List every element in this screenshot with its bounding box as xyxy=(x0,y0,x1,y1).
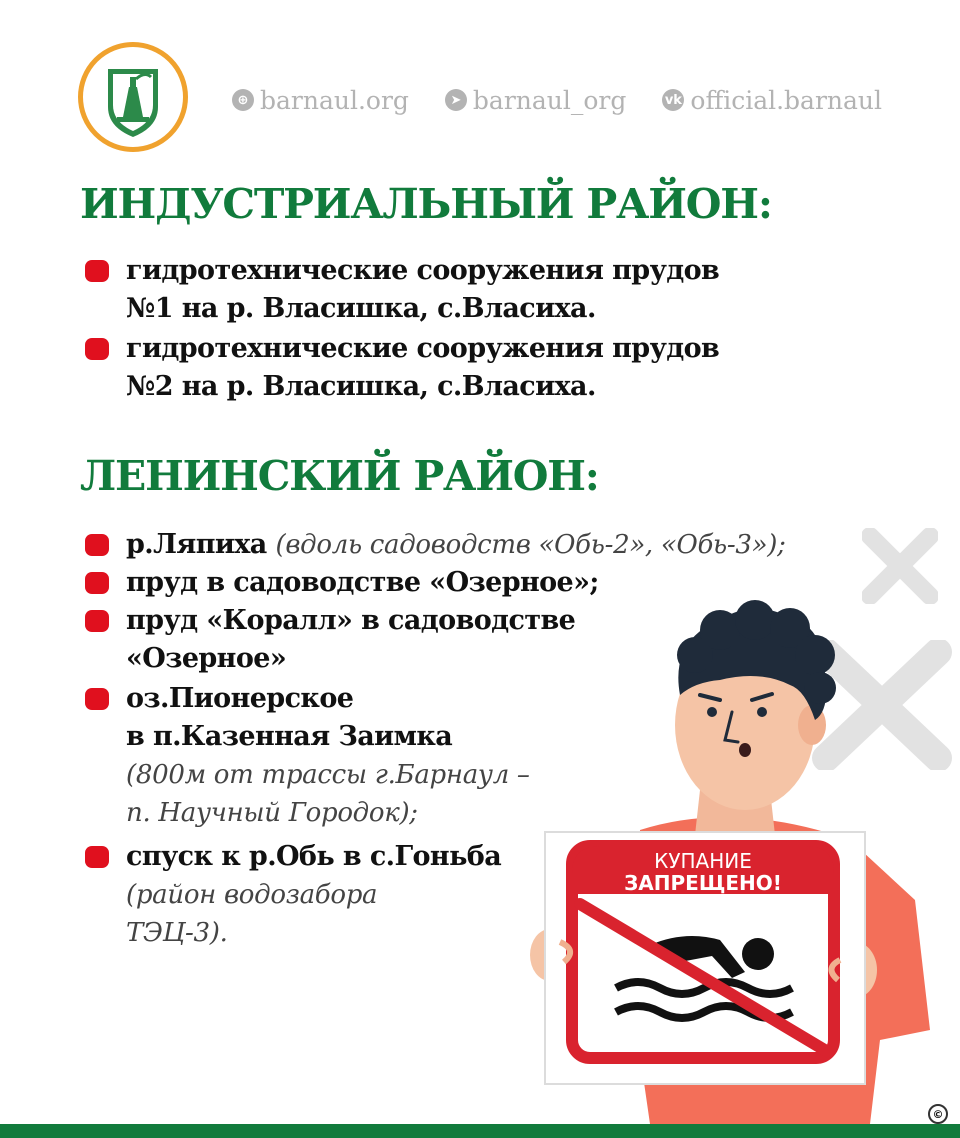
section-title-industrial: ИНДУСТРИАЛЬНЫЙ РАЙОН: xyxy=(80,180,772,228)
list-item: пруд в садоводстве «Озерное»; xyxy=(80,564,599,602)
bullet-icon xyxy=(85,534,109,556)
vk-link-text: official.barnaul xyxy=(690,85,883,115)
person-illustration xyxy=(520,600,930,1124)
website-link[interactable] xyxy=(232,86,409,115)
list-item: гидротехнические сооружения прудов №1 на р. Власишка, с.Власиха. xyxy=(80,252,719,328)
sign-line-1: КУПАНИЕ xyxy=(654,849,752,873)
bullet-icon xyxy=(85,688,109,710)
telegram-icon: ➤ xyxy=(445,89,467,111)
item-note: ТЭЦ-3). xyxy=(126,918,228,948)
vk-icon: vk xyxy=(662,89,684,111)
list-item: р.Ляпиха (вдоль садоводств «Обь-2», «Обь-3»); xyxy=(80,526,786,564)
social-links xyxy=(232,80,882,120)
item-note: (район водозабора xyxy=(126,880,378,910)
copyright-icon: © xyxy=(928,1104,948,1124)
list-item: спуск к р.Обь в с.Гоньба (район водозабора ТЭЦ-3). xyxy=(80,838,501,952)
city-emblem-logo xyxy=(78,42,188,152)
telegram-link-text: barnaul_org xyxy=(472,85,627,115)
emblem-icon xyxy=(83,47,183,147)
list-item: гидротехнические сооружения прудов №2 на р. Власишка, с.Власиха. xyxy=(80,330,719,406)
bullet-icon xyxy=(85,846,109,868)
item-note: п. Научный Городок); xyxy=(126,798,418,828)
bullet-icon xyxy=(85,260,109,282)
section-title-leninsky: ЛЕНИНСКИЙ РАЙОН: xyxy=(80,452,599,500)
list-item: оз.Пионерское в п.Казенная Заимка (800м от трассы г.Барнаул – п. Научный Городок); xyxy=(80,680,530,832)
item-note: (вдоль садоводств «Обь-2», «Обь-3»); xyxy=(275,530,786,560)
sign-line-2: ЗАПРЕЩЕНО! xyxy=(624,871,782,895)
cross-icon xyxy=(862,528,938,604)
bottom-bar xyxy=(0,1124,960,1138)
vk-link[interactable] xyxy=(662,86,882,115)
bullet-icon xyxy=(85,572,109,594)
telegram-link[interactable] xyxy=(445,86,626,115)
item-note: (800м от трассы г.Барнаул – xyxy=(126,760,530,790)
globe-icon: ⊕ xyxy=(232,89,254,111)
bullet-icon xyxy=(85,610,109,632)
bullet-icon xyxy=(85,338,109,360)
list-item: пруд «Коралл» в садоводстве «Озерное» xyxy=(80,602,575,678)
website-link-text: barnaul.org xyxy=(260,85,409,115)
